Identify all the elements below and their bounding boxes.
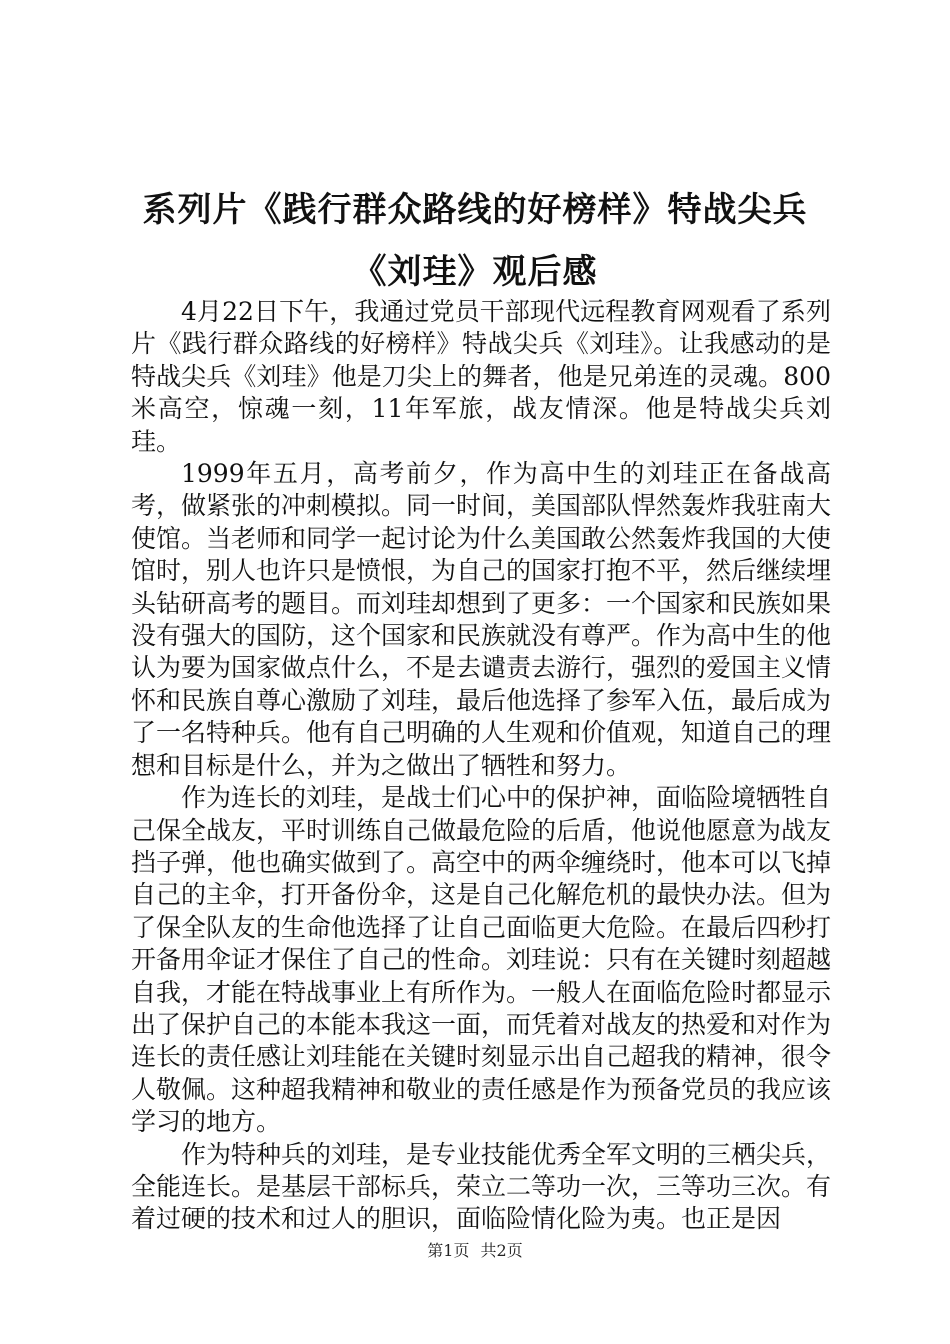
document-body bbox=[131, 296, 831, 1236]
page-total: 共2页 bbox=[480, 1241, 523, 1260]
paragraph-3: 作为连长的刘珪，是战士们心中的保护神，面临险境牺牲自己保全战友，平时训练自己做最危险的后盾，他说他愿意为战友挡子弹，他也确实做到了。高空中的两伞缠绕时，他本可以飞掉自己的主伞，打开备份伞，这是自己化解危机的最快办法。但为了保全队友的生命他选择了让自己面临更大危险。在最后四秒打开备用伞证才保住了自己的性命。刘珪说：只有在关键时刻超越自我，才能在特战事业上有所作为。一般人在面临危险时都显示出了保护自己的本能本我这一面，而凭着对战友的热爱和对作为连长的责任感让刘珪能在关键时刻显示出自己超我的精神，很令人敬佩。这种超我精神和敬业的责任感是作为预备党员的我应该学习的地方。 bbox=[131, 783, 832, 1137]
document-title-line-2: 《刘珪》观后感 bbox=[352, 252, 598, 292]
paragraph-1: 4月22日下午，我通过党员干部现代远程教育网观看了系列片《践行群众路线的好榜样》特战尖兵《刘珪》。让我感动的是特战尖兵《刘珪》他是刀尖上的舞者，他是兄弟连的灵魂。800米高空，惊魂一刻，11年军旅，战友情深。他是特战尖兵刘珪。 bbox=[131, 297, 831, 456]
document-title-line-1: 系列片《践行群众路线的好榜样》特战尖兵 bbox=[142, 190, 808, 230]
page-number: 第1页 bbox=[427, 1241, 470, 1260]
paragraph-2: 1999年五月，高考前夕，作为高中生的刘珪正在备战高考，做紧张的冲刺模拟。同一时间，美国部队悍然轰炸我驻南大使馆。当老师和同学一起讨论为什么美国敢公然轰炸我国的大使馆时，别人也许只是愤恨，为自己的国家打抱不平，然后继续埋头钻研高考的题目。而刘珪却想到了更多：一个国家和民族如果没有强大的国防，这个国家和民族就没有尊严。作为高中生的他认为要为国家做点什么，不是去谴责去游行，强烈的爱国主义情怀和民族自尊心激励了刘珪，最后他选择了参军入伍，最后成为了一名特种兵。他有自己明确的人生观和价值观，知道自己的理想和目标是什么，并为之做出了牺牲和努力。 bbox=[131, 459, 832, 780]
page-footer bbox=[0, 1241, 950, 1261]
paragraph-4: 作为特种兵的刘珪，是专业技能优秀全军文明的三栖尖兵，全能连长。是基层干部标兵，荣立二等功一次，三等功三次。有着过硬的技术和过人的胆识，面临险情化险为夷。也正是因 bbox=[131, 1139, 832, 1234]
